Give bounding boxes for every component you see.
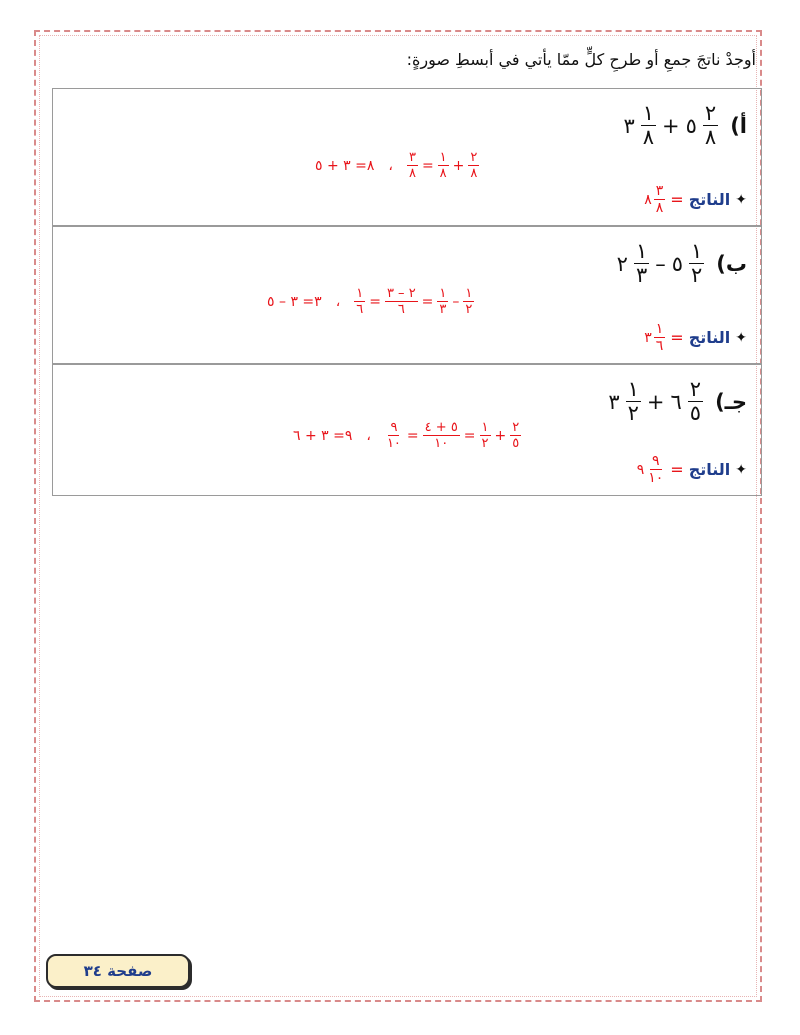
- fraction: [654, 184, 666, 215]
- fraction: [354, 287, 365, 316]
- star-bullet-icon: ✦: [735, 329, 747, 346]
- fraction: [646, 454, 665, 485]
- denominator: ٢: [481, 436, 489, 451]
- operator: –: [655, 251, 666, 276]
- problem-expression: [608, 379, 703, 424]
- whole-number: ٣: [623, 113, 635, 138]
- numerator: ١: [439, 286, 447, 301]
- denominator: ٦: [397, 302, 405, 317]
- numerator: ١: [655, 321, 664, 337]
- whole-sum: ٨= ٣ + ٥: [315, 157, 375, 174]
- whole-number: ٥: [685, 113, 697, 138]
- fraction: [438, 151, 449, 180]
- equals: =: [670, 190, 684, 209]
- problem-letter: ب): [716, 251, 747, 276]
- denominator: ٥: [512, 436, 520, 451]
- denominator: ٢: [627, 401, 639, 425]
- equals: =: [421, 293, 434, 310]
- operator: +: [494, 427, 507, 444]
- denominator: ١٠: [434, 436, 449, 451]
- result-line: [644, 322, 747, 353]
- fraction: [510, 421, 521, 450]
- problem-letter: جـ): [715, 389, 747, 414]
- problem-b: [617, 241, 747, 286]
- star-bullet-icon: ✦: [735, 461, 747, 478]
- result-value: [644, 322, 665, 353]
- numerator: ٩: [390, 420, 398, 435]
- fraction: [689, 241, 704, 286]
- equals: =: [463, 427, 476, 444]
- numerator: ٢: [704, 101, 717, 125]
- problem-letter: أ): [730, 113, 747, 138]
- denominator: ٢: [691, 263, 703, 287]
- numerator: ٢ – ٣: [386, 286, 416, 301]
- fraction: [688, 379, 703, 424]
- fraction: [626, 379, 641, 424]
- fraction: [703, 103, 718, 148]
- numerator: ٢: [512, 420, 520, 435]
- fraction: [437, 287, 448, 316]
- whole-sum: ٩= ٣ + ٦: [293, 427, 353, 444]
- denominator: ٨: [470, 166, 478, 181]
- equals: =: [670, 328, 684, 347]
- working-line: [267, 287, 474, 316]
- numerator: ٣: [408, 150, 416, 165]
- denominator: ٨: [408, 166, 416, 181]
- denominator: ٦: [356, 302, 364, 317]
- equals: =: [369, 293, 381, 310]
- result-value: [644, 184, 665, 215]
- separator: ،: [388, 157, 393, 174]
- problem-panel-c: [52, 364, 762, 496]
- fraction: [423, 421, 460, 450]
- whole-number: ٦: [670, 389, 682, 414]
- whole-number: ٨: [644, 191, 652, 208]
- numerator: ١: [356, 286, 364, 301]
- operator: +: [452, 157, 465, 174]
- numerator: ١: [635, 239, 648, 263]
- denominator: ٨: [704, 125, 717, 149]
- result-value: [637, 454, 666, 485]
- denominator: ٦: [655, 338, 664, 354]
- denominator: ٨: [642, 125, 655, 149]
- problem-c: [608, 379, 747, 424]
- problem-expression: [617, 241, 705, 286]
- problem-expression: [623, 103, 718, 148]
- problem-panel-b: [52, 226, 762, 364]
- fraction: [641, 103, 656, 148]
- working-line: [315, 151, 479, 180]
- whole-number: ٩: [636, 461, 645, 478]
- whole-number: ٢: [616, 251, 628, 276]
- result-line: [637, 454, 747, 485]
- working-line: [293, 421, 521, 450]
- page-number-badge: صفحة ٣٤: [46, 954, 190, 988]
- separator: ،: [335, 293, 341, 310]
- denominator: ١٠: [386, 436, 401, 451]
- result-label: الناتج: [688, 190, 731, 209]
- result-label: الناتج: [688, 328, 731, 347]
- denominator: ٣: [439, 302, 447, 317]
- fraction: [654, 322, 666, 353]
- whole-number: ٥: [671, 251, 684, 276]
- fraction: [385, 421, 403, 450]
- denominator: ٣: [635, 263, 648, 287]
- result-line: [644, 184, 747, 215]
- operator: –: [452, 293, 460, 310]
- numerator: ١: [465, 286, 473, 301]
- separator: ،: [366, 427, 371, 444]
- equals: =: [421, 157, 434, 174]
- denominator: ٨: [655, 200, 664, 216]
- fraction: [468, 151, 479, 180]
- whole-number: ٣: [608, 389, 620, 414]
- denominator: ٨: [439, 166, 447, 181]
- problem-panel-a: [52, 88, 762, 226]
- fraction: [407, 151, 418, 180]
- denominator: ١٠: [648, 470, 664, 486]
- denominator: ٢: [465, 302, 473, 317]
- numerator: ١: [439, 150, 447, 165]
- fraction: [385, 287, 418, 316]
- operator: +: [646, 389, 665, 414]
- numerator: ١: [642, 101, 655, 125]
- fraction: [463, 287, 474, 316]
- numerator: ١: [481, 420, 489, 435]
- operator: +: [662, 113, 680, 138]
- numerator: ١: [691, 239, 703, 263]
- fraction: [480, 421, 491, 450]
- equals: =: [406, 427, 419, 444]
- problem-a: [623, 103, 747, 148]
- whole-difference: ٣= ٣ – ٥: [267, 293, 322, 310]
- fraction: [634, 241, 649, 286]
- instruction-text: أوجدْ ناتجَ جمعِ أو طرحِ كلٍّ ممّا يأتي في أبسطِ صورةٍ:: [406, 50, 756, 69]
- numerator: ٢: [470, 150, 478, 165]
- numerator: ٣: [655, 183, 664, 199]
- result-label: الناتج: [688, 460, 731, 479]
- equals: =: [670, 460, 684, 479]
- whole-number: ٣: [644, 329, 652, 346]
- denominator: ٥: [689, 401, 702, 425]
- numerator: ٩: [651, 453, 660, 469]
- numerator: ٢: [689, 377, 702, 401]
- star-bullet-icon: ✦: [735, 191, 747, 208]
- numerator: ٥ + ٤: [424, 420, 458, 435]
- numerator: ١: [627, 377, 639, 401]
